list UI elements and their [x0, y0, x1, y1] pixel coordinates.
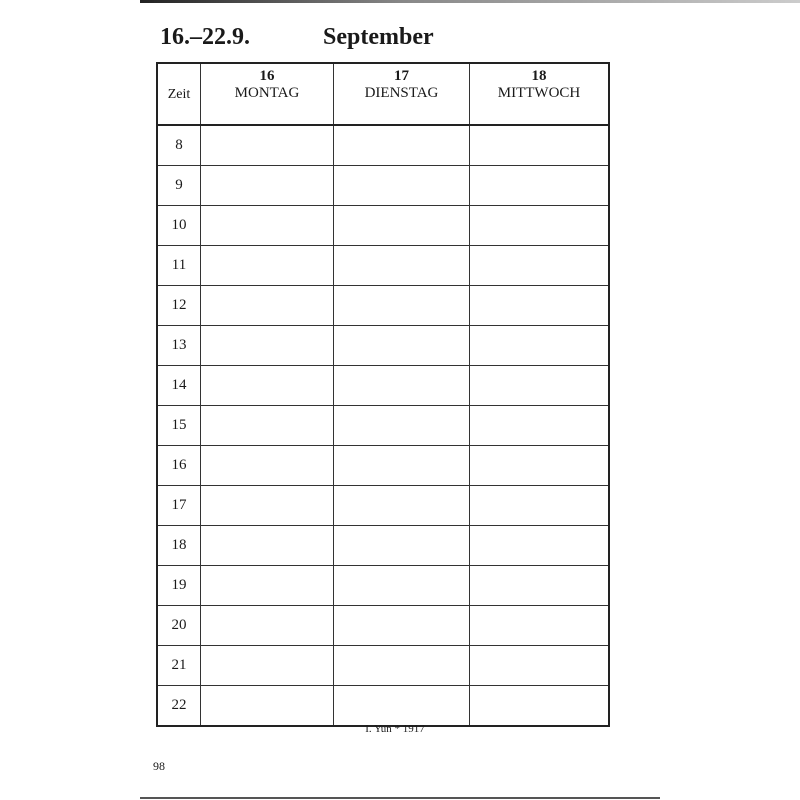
schedule-cell[interactable] [201, 206, 334, 246]
month-title: September [323, 24, 434, 50]
schedule-cell[interactable] [334, 326, 470, 366]
schedule-cell[interactable] [334, 366, 470, 406]
hour-label: 9 [157, 166, 201, 206]
schedule-cell[interactable] [201, 446, 334, 486]
schedule-cell[interactable] [334, 166, 470, 206]
schedule-cell[interactable] [201, 686, 334, 727]
weekly-schedule-table [156, 62, 610, 727]
schedule-cell[interactable] [470, 286, 610, 326]
hour-row [157, 526, 609, 566]
schedule-cell[interactable] [201, 166, 334, 206]
day-number: 17 [394, 68, 409, 84]
schedule-cell[interactable] [470, 246, 610, 286]
composer-credit: I. Yun * 1917 [365, 723, 425, 735]
hour-label: 19 [157, 566, 201, 606]
schedule-cell[interactable] [334, 646, 470, 686]
schedule-cell[interactable] [334, 446, 470, 486]
schedule-cell[interactable] [334, 486, 470, 526]
schedule-cell[interactable] [201, 646, 334, 686]
schedule-cell[interactable] [201, 246, 334, 286]
schedule-cell[interactable] [334, 125, 470, 166]
schedule-cell[interactable] [470, 366, 610, 406]
day-name: MITTWOCH [497, 85, 581, 101]
hour-row [157, 246, 609, 286]
schedule-cell[interactable] [201, 286, 334, 326]
day-name: MONTAG [234, 85, 300, 101]
hour-label: 13 [157, 326, 201, 366]
hour-label: 8 [157, 125, 201, 166]
hour-label: 17 [157, 486, 201, 526]
hour-row [157, 326, 609, 366]
schedule-cell[interactable] [334, 566, 470, 606]
schedule-cell[interactable] [470, 166, 610, 206]
hour-label: 14 [157, 366, 201, 406]
time-column-header: Zeit [157, 63, 201, 125]
schedule-cell[interactable] [334, 686, 470, 727]
hour-label: 21 [157, 646, 201, 686]
hour-row [157, 166, 609, 206]
hour-row [157, 206, 609, 246]
schedule-cell[interactable] [334, 406, 470, 446]
hour-label: 16 [157, 446, 201, 486]
schedule-cell[interactable] [470, 486, 610, 526]
schedule-cell[interactable] [470, 446, 610, 486]
schedule-cell[interactable] [201, 526, 334, 566]
day-header-monday [201, 63, 334, 125]
schedule-cell[interactable] [334, 206, 470, 246]
schedule-cell[interactable] [470, 606, 610, 646]
week-range-title: 16.–22.9. [160, 24, 250, 50]
hour-row [157, 606, 609, 646]
schedule-cell[interactable] [470, 526, 610, 566]
schedule-cell[interactable] [470, 206, 610, 246]
schedule-cell[interactable] [470, 125, 610, 166]
page-edge-top [140, 0, 800, 3]
hour-row [157, 286, 609, 326]
schedule-cell[interactable] [201, 326, 334, 366]
hour-label: 15 [157, 406, 201, 446]
page-number: 98 [153, 759, 165, 773]
hour-row [157, 125, 609, 166]
schedule-cell[interactable] [201, 566, 334, 606]
schedule-cell[interactable] [470, 646, 610, 686]
schedule-cell[interactable] [334, 606, 470, 646]
hour-label: 22 [157, 686, 201, 727]
schedule-cell[interactable] [201, 125, 334, 166]
hour-label: 20 [157, 606, 201, 646]
schedule-cell[interactable] [201, 486, 334, 526]
table-header-row [157, 63, 609, 125]
schedule-cell[interactable] [470, 406, 610, 446]
schedule-cell[interactable] [470, 566, 610, 606]
hour-row [157, 686, 609, 727]
day-name: DIENSTAG [364, 85, 439, 101]
schedule-cell[interactable] [334, 246, 470, 286]
day-header-wednesday [470, 63, 610, 125]
day-header-tuesday [334, 63, 470, 125]
day-number: 18 [531, 68, 547, 84]
schedule-cell[interactable] [334, 526, 470, 566]
hour-row [157, 366, 609, 406]
hour-row [157, 446, 609, 486]
schedule-cell[interactable] [334, 286, 470, 326]
page-edge-bottom [140, 797, 660, 799]
schedule-cell[interactable] [201, 606, 334, 646]
schedule-cell[interactable] [201, 366, 334, 406]
hour-row [157, 486, 609, 526]
hour-row [157, 566, 609, 606]
schedule-cell[interactable] [470, 686, 610, 727]
hour-label: 18 [157, 526, 201, 566]
hour-row [157, 646, 609, 686]
schedule-cell[interactable] [201, 406, 334, 446]
hour-label: 10 [157, 206, 201, 246]
hour-label: 12 [157, 286, 201, 326]
hour-label: 11 [157, 246, 201, 286]
hour-row [157, 406, 609, 446]
day-number: 16 [259, 68, 275, 84]
schedule-cell[interactable] [470, 326, 610, 366]
